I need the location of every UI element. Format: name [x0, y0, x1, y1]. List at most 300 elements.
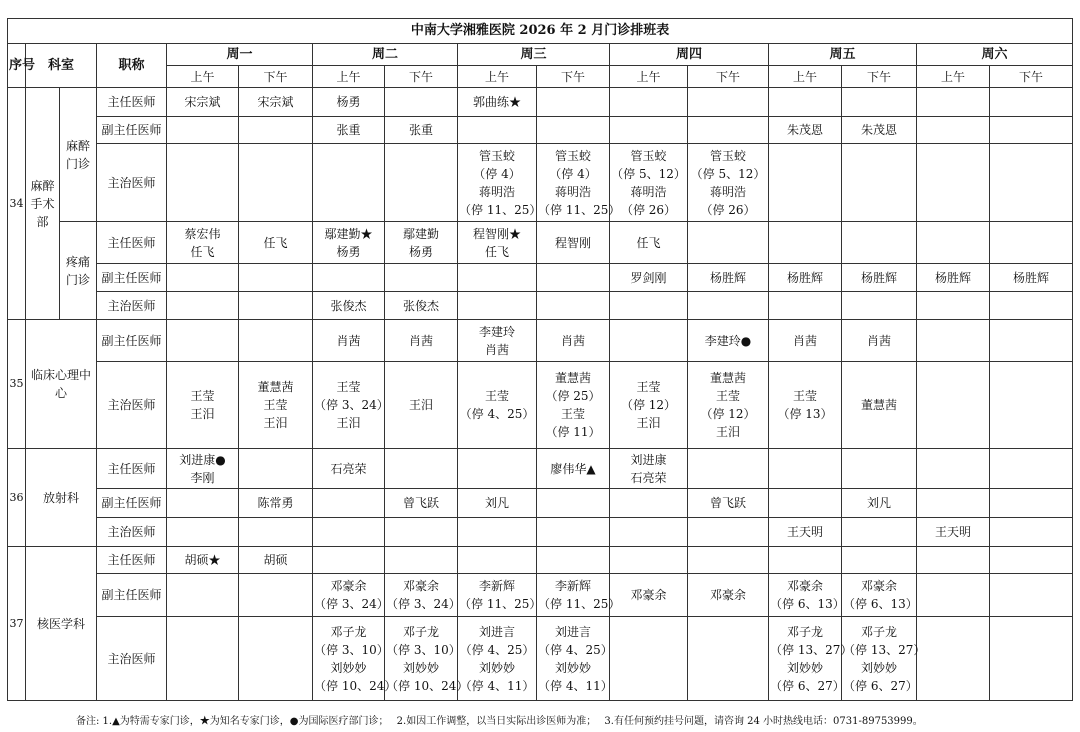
- group-dept: 放射科: [26, 449, 97, 547]
- schedule-cell: [537, 320, 610, 362]
- doctor-entry: 石亮荣: [330, 461, 367, 476]
- schedule-cell: [917, 518, 990, 547]
- schedule-cell: [385, 547, 458, 574]
- schedule-cell: [537, 144, 621, 222]
- schedule-cell: [688, 574, 769, 617]
- doctor-entry: 李建玲: [478, 324, 515, 339]
- table-row: [8, 292, 1073, 320]
- doctor-entry: 程智刚★: [472, 226, 521, 241]
- doctor-entry: 王天明: [786, 525, 823, 539]
- schedule-cell: [167, 144, 239, 222]
- doctor-entry: （停 12）: [700, 407, 756, 421]
- schedule-cell: [842, 88, 917, 117]
- table-row: [8, 489, 1073, 518]
- doctor-entry: （停 13、27）: [843, 642, 926, 657]
- header-day-3: 周四: [610, 44, 769, 66]
- doctor-entry: 王莹: [715, 389, 740, 403]
- rank-cell: 主治医师: [97, 518, 167, 547]
- doctor-entry: 邓子龙: [786, 624, 823, 639]
- schedule-cell: [385, 617, 469, 701]
- doctor-entry: 刘妙妙: [786, 660, 823, 675]
- table-row: [8, 362, 1073, 449]
- doctor-entry: 蒋明浩: [709, 184, 746, 199]
- schedule-cell: [313, 292, 385, 320]
- doctor-entry: （停 5、12）: [611, 166, 686, 181]
- rank-cell: 主治医师: [97, 617, 167, 701]
- schedule-cell: [990, 489, 1073, 518]
- table-row: [8, 449, 1073, 489]
- rank-cell: 主任医师: [97, 449, 167, 489]
- schedule-cell: [167, 518, 239, 547]
- schedule-cell: [458, 144, 542, 222]
- schedule-cell: [537, 518, 610, 547]
- schedule-cell: [917, 292, 990, 320]
- doctor-entry: 鄢建勤★: [324, 226, 373, 241]
- doctor-entry: 朱茂恩: [786, 123, 823, 137]
- schedule-cell: [769, 292, 842, 320]
- doctor-entry: （停 4）: [549, 166, 597, 181]
- schedule-cell: [769, 518, 842, 547]
- schedule-cell: [688, 117, 769, 144]
- doctor-entry: 邓豪余: [330, 579, 367, 593]
- table-row: [8, 144, 1073, 222]
- doctor-entry: （停 4、11）: [538, 678, 613, 693]
- doctor-entry: （停 11、25）: [538, 597, 621, 611]
- schedule-cell: [167, 222, 239, 264]
- schedule-cell: [167, 574, 239, 617]
- doctor-entry: 肖茜: [866, 333, 891, 348]
- schedule-cell: [990, 264, 1073, 292]
- doctor-entry: 管玉蛟: [554, 148, 591, 163]
- group-dept: 麻醉手术部: [26, 88, 60, 320]
- doctor-entry: 张重: [336, 123, 361, 137]
- schedule-cell: [917, 449, 990, 489]
- schedule-cell: [537, 222, 610, 264]
- schedule-cell: [610, 518, 688, 547]
- doctor-entry: 刘妙妙: [478, 660, 515, 675]
- schedule-cell: [917, 222, 990, 264]
- doctor-entry: 管玉蛟: [630, 148, 667, 163]
- doctor-entry: （停 6、13）: [770, 597, 845, 611]
- doctor-entry: 胡硕★: [184, 553, 221, 567]
- doctor-entry: 李新辉: [554, 579, 591, 593]
- schedule-cell: [917, 489, 990, 518]
- doctor-entry: （停 6、13）: [843, 597, 918, 611]
- schedule-cell: [239, 574, 313, 617]
- schedule-cell: [842, 320, 917, 362]
- schedule-cell: [842, 489, 917, 518]
- schedule-cell: [537, 264, 610, 292]
- table-row: [8, 574, 1073, 617]
- schedule-cell: [917, 88, 990, 117]
- doctor-entry: （停 3、24）: [386, 597, 461, 611]
- doctor-entry: 蔡宏伟: [184, 226, 221, 241]
- doctor-entry: 宋宗斌: [184, 95, 221, 109]
- schedule-cell: [385, 574, 461, 617]
- doctor-entry: 罗剑刚: [630, 270, 667, 285]
- schedule-cell: [769, 449, 842, 489]
- doctor-entry: （停 3、10）: [314, 642, 389, 657]
- doctor-entry: （停 26）: [700, 202, 756, 217]
- schedule-cell: [385, 362, 458, 449]
- schedule-cell: [769, 264, 842, 292]
- doctor-entry: 蒋明浩: [554, 184, 591, 199]
- schedule-cell: [458, 88, 537, 117]
- schedule-cell: [688, 320, 769, 362]
- doctor-entry: 邓豪余: [402, 579, 439, 593]
- schedule-cell: [610, 617, 688, 701]
- doctor-entry: 杨勇: [336, 95, 361, 109]
- schedule-cell: [688, 144, 769, 222]
- schedule-cell: [842, 264, 917, 292]
- schedule-cell: [385, 518, 458, 547]
- doctor-entry: （停 25）: [545, 389, 601, 403]
- schedule-cell: [239, 489, 313, 518]
- schedule-cell: [385, 264, 458, 292]
- schedule-cell: [842, 144, 917, 222]
- group-seq: 37: [8, 547, 26, 701]
- schedule-cell: [917, 117, 990, 144]
- doctor-entry: 王汨: [263, 416, 288, 430]
- schedule-cell: [990, 617, 1073, 701]
- schedule-cell: [458, 320, 537, 362]
- doctor-entry: 刘进康: [630, 452, 667, 467]
- schedule-cell: [842, 362, 917, 449]
- group-dept: 临床心理中心: [26, 320, 97, 449]
- schedule-cell: [842, 449, 917, 489]
- schedule-cell: [239, 518, 313, 547]
- doctor-entry: （停 26）: [620, 202, 677, 217]
- schedule-cell: [688, 292, 769, 320]
- schedule-cell: [313, 222, 385, 264]
- table-row: [8, 547, 1073, 574]
- header-pm: 下午: [537, 66, 610, 88]
- doctor-entry: （停 4、25）: [459, 407, 535, 421]
- schedule-cell: [842, 292, 917, 320]
- header-day-1: 周二: [313, 44, 458, 66]
- rank-cell: 主治医师: [97, 292, 167, 320]
- doctor-entry: 董慧茜: [257, 380, 294, 394]
- doctor-entry: 刘进言: [478, 624, 515, 639]
- schedule-cell: [688, 222, 769, 264]
- schedule-cell: [769, 617, 853, 701]
- schedule-cell: [688, 88, 769, 117]
- schedule-cell: [313, 449, 385, 489]
- schedule-cell: [458, 574, 542, 617]
- doctor-entry: 王汨: [715, 425, 740, 439]
- doctor-entry: 王汨: [636, 416, 661, 430]
- schedule-cell: [610, 489, 688, 518]
- doctor-entry: 张俊杰: [402, 298, 439, 313]
- rank-cell: 主任医师: [97, 88, 167, 117]
- group-seq: 36: [8, 449, 26, 547]
- doctor-entry: （停 6、27）: [843, 678, 918, 693]
- schedule-cell: [769, 489, 842, 518]
- schedule-cell: [769, 574, 845, 617]
- schedule-cell: [688, 362, 769, 449]
- schedule-cell: [990, 117, 1073, 144]
- doctor-entry: 程智刚: [554, 235, 591, 250]
- doctor-entry: 王汨: [190, 407, 215, 421]
- schedule-cell: [239, 547, 313, 574]
- doctor-entry: 胡硕: [263, 553, 288, 567]
- schedule-cell: [769, 547, 842, 574]
- header-dept: 科室: [26, 44, 97, 88]
- doctor-entry: 石亮荣: [630, 470, 667, 485]
- schedule-cell: [990, 547, 1073, 574]
- doctor-entry: 杨胜辉: [860, 270, 897, 285]
- doctor-entry: 邓豪余: [709, 588, 746, 602]
- schedule-cell: [458, 292, 537, 320]
- doctor-entry: （停 3、24）: [314, 398, 389, 412]
- schedule-cell: [167, 117, 239, 144]
- doctor-entry: 肖茜: [560, 333, 585, 348]
- schedule-cell: [458, 489, 537, 518]
- table-row: [8, 320, 1073, 362]
- doctor-entry: 陈常勇: [257, 496, 294, 510]
- schedule-cell: [458, 362, 537, 449]
- header-pm: 下午: [239, 66, 313, 88]
- schedule-cell: [537, 574, 621, 617]
- doctor-entry: 刘凡: [866, 496, 891, 510]
- table-row: [8, 617, 1073, 701]
- schedule-cell: [537, 449, 610, 489]
- schedule-cell: [313, 547, 385, 574]
- doctor-entry: 廖伟华▲: [550, 461, 596, 476]
- doctor-entry: 杨胜辉: [1013, 270, 1050, 285]
- doctor-entry: 曾飞跃: [402, 496, 439, 510]
- schedule-cell: [610, 320, 688, 362]
- schedule-cell: [990, 320, 1073, 362]
- doctor-entry: 管玉蛟: [709, 148, 746, 163]
- doctor-entry: 任飞: [636, 235, 661, 250]
- header-pm: 下午: [688, 66, 769, 88]
- doctor-entry: 王莹: [560, 407, 585, 421]
- doctor-entry: 王莹: [190, 389, 215, 403]
- schedule-cell: [688, 547, 769, 574]
- schedule-cell: [385, 88, 458, 117]
- schedule-cell: [537, 117, 610, 144]
- doctor-entry: 肖茜: [408, 333, 433, 348]
- schedule-cell: [610, 449, 688, 489]
- schedule-cell: [842, 222, 917, 264]
- schedule-cell: [385, 489, 458, 518]
- doctor-entry: 张俊杰: [330, 298, 367, 313]
- doctor-entry: 郭曲练★: [472, 95, 521, 109]
- header-pm: 下午: [842, 66, 917, 88]
- group-seq: 35: [8, 320, 26, 449]
- doctor-entry: 肖茜: [484, 342, 509, 357]
- schedule-cell: [239, 320, 313, 362]
- rank-cell: 主任医师: [97, 222, 167, 264]
- doctor-entry: 杨勇: [408, 244, 433, 259]
- doctor-entry: （停 6、27）: [770, 678, 845, 693]
- doctor-entry: （停 10、24）: [314, 678, 397, 693]
- schedule-cell: [313, 617, 397, 701]
- schedule-cell: [385, 117, 458, 144]
- doctor-entry: 杨胜辉: [709, 270, 746, 285]
- doctor-entry: （停 13）: [777, 407, 833, 421]
- schedule-cell: [385, 449, 458, 489]
- doctor-entry: 曾飞跃: [709, 496, 746, 510]
- schedule-cell: [239, 144, 313, 222]
- doctor-entry: 刘妙妙: [330, 660, 367, 675]
- schedule-cell: [167, 617, 239, 701]
- schedule-cell: [610, 264, 688, 292]
- schedule-cell: [313, 264, 385, 292]
- doctor-entry: 刘妙妙: [860, 660, 897, 675]
- doctor-entry: （停 10、24）: [386, 678, 469, 693]
- doctor-entry: （停 4、25）: [538, 642, 613, 657]
- header-day-0: 周一: [167, 44, 313, 66]
- schedule-cell: [385, 320, 458, 362]
- doctor-entry: 朱茂恩: [860, 123, 897, 137]
- schedule-cell: [917, 362, 990, 449]
- schedule-cell: [917, 547, 990, 574]
- schedule-cell: [167, 547, 239, 574]
- schedule-cell: [990, 449, 1073, 489]
- doctor-entry: 王莹: [636, 380, 661, 394]
- rank-cell: 副主任医师: [97, 264, 167, 292]
- schedule-cell: [990, 518, 1073, 547]
- schedule-cell: [917, 320, 990, 362]
- doctor-entry: 王汨: [408, 398, 433, 412]
- schedule-cell: [537, 547, 610, 574]
- schedule-cell: [239, 449, 313, 489]
- doctor-entry: 董慧茜: [554, 371, 591, 385]
- schedule-cell: [610, 362, 688, 449]
- schedule-cell: [610, 222, 688, 264]
- subdept-name: 疼痛门诊: [60, 222, 97, 320]
- schedule-cell: [239, 222, 313, 264]
- doctor-entry: 邓子龙: [402, 624, 439, 639]
- doctor-entry: 刘妙妙: [402, 660, 439, 675]
- doctor-entry: 刘进言: [554, 624, 591, 639]
- doctor-entry: 邓子龙: [330, 624, 367, 639]
- schedule-cell: [313, 362, 389, 449]
- doctor-entry: 肖茜: [792, 333, 817, 348]
- schedule-cell: [537, 362, 610, 449]
- doctor-entry: 任飞: [484, 244, 509, 259]
- doctor-entry: 李建玲●: [704, 333, 752, 348]
- header-am: 上午: [769, 66, 842, 88]
- schedule-cell: [239, 362, 313, 449]
- schedule-cell: [239, 117, 313, 144]
- doctor-entry: 邓子龙: [860, 624, 897, 639]
- schedule-cell: [610, 292, 688, 320]
- schedule-cell: [610, 117, 688, 144]
- schedule-cell: [537, 489, 610, 518]
- schedule-cell: [313, 117, 385, 144]
- schedule-cell: [167, 292, 239, 320]
- schedule-cell: [239, 264, 313, 292]
- schedule-cell: [688, 264, 769, 292]
- schedule-cell: [769, 320, 842, 362]
- doctor-entry: 张重: [408, 123, 433, 137]
- doctor-entry: 王莹: [336, 380, 361, 394]
- doctor-entry: 任飞: [263, 235, 288, 250]
- schedule-cell: [458, 518, 537, 547]
- schedule-cell: [313, 489, 385, 518]
- schedule-cell: [688, 489, 769, 518]
- schedule-cell: [458, 264, 537, 292]
- header-pm: 下午: [385, 66, 458, 88]
- doctor-entry: 管玉蛟: [478, 148, 515, 163]
- rank-cell: 副主任医师: [97, 574, 167, 617]
- schedule-cell: [842, 617, 926, 701]
- doctor-entry: 刘凡: [484, 496, 509, 510]
- doctor-entry: 肖茜: [336, 333, 361, 348]
- header-am: 上午: [610, 66, 688, 88]
- rank-cell: 主治医师: [97, 362, 167, 449]
- rank-cell: 副主任医师: [97, 117, 167, 144]
- schedule-cell: [313, 144, 385, 222]
- doctor-entry: （停 3、10）: [386, 642, 461, 657]
- page-title: 中南大学湘雅医院 2026 年 2 月门诊排班表: [8, 19, 1073, 44]
- table-row: [8, 222, 1073, 264]
- schedule-cell: [769, 362, 842, 449]
- doctor-entry: 杨勇: [336, 244, 361, 259]
- schedule-cell: [990, 88, 1073, 117]
- schedule-cell: [167, 362, 239, 449]
- schedule-cell: [769, 88, 842, 117]
- doctor-entry: 蒋明浩: [630, 184, 667, 199]
- schedule-cell: [610, 88, 688, 117]
- header-day-5: 周六: [917, 44, 1073, 66]
- doctor-entry: 王莹: [263, 398, 288, 412]
- schedule-cell: [842, 117, 917, 144]
- schedule-cell: [167, 88, 239, 117]
- doctor-entry: 任飞: [190, 244, 215, 259]
- schedule-cell: [990, 292, 1073, 320]
- schedule-cell: [458, 547, 537, 574]
- schedule-cell: [385, 222, 458, 264]
- doctor-entry: （停 4、11）: [459, 678, 535, 693]
- doctor-entry: 邓豪余: [630, 588, 667, 602]
- schedule-cell: [610, 144, 688, 222]
- schedule-cell: [239, 617, 313, 701]
- schedule-table: [7, 18, 1073, 701]
- schedule-cell: [167, 264, 239, 292]
- doctor-entry: 杨胜辉: [786, 270, 823, 285]
- doctor-entry: 王莹: [484, 389, 509, 403]
- schedule-cell: [537, 617, 613, 701]
- schedule-cell: [917, 574, 990, 617]
- schedule-cell: [458, 117, 537, 144]
- header-rank: 职称: [97, 44, 167, 88]
- schedule-cell: [842, 547, 917, 574]
- doctor-entry: 邓豪余: [860, 579, 897, 593]
- schedule-cell: [537, 292, 610, 320]
- schedule-cell: [458, 222, 537, 264]
- schedule-cell: [688, 617, 769, 701]
- rank-cell: 副主任医师: [97, 320, 167, 362]
- header-am: 上午: [167, 66, 239, 88]
- doctor-entry: （停 13、27）: [770, 642, 853, 657]
- header-seq: 序号: [8, 44, 26, 88]
- schedule-cell: [239, 292, 313, 320]
- doctor-entry: 鄢建勤: [402, 226, 439, 241]
- schedule-cell: [917, 617, 990, 701]
- doctor-entry: 董慧茜: [709, 371, 746, 385]
- doctor-entry: （停 4）: [473, 166, 521, 181]
- schedule-cell: [385, 292, 458, 320]
- doctor-entry: 宋宗斌: [257, 95, 294, 109]
- schedule-cell: [313, 518, 385, 547]
- doctor-entry: 李刚: [190, 470, 215, 485]
- schedule-cell: [917, 144, 990, 222]
- doctor-entry: （停 11、25）: [459, 597, 542, 611]
